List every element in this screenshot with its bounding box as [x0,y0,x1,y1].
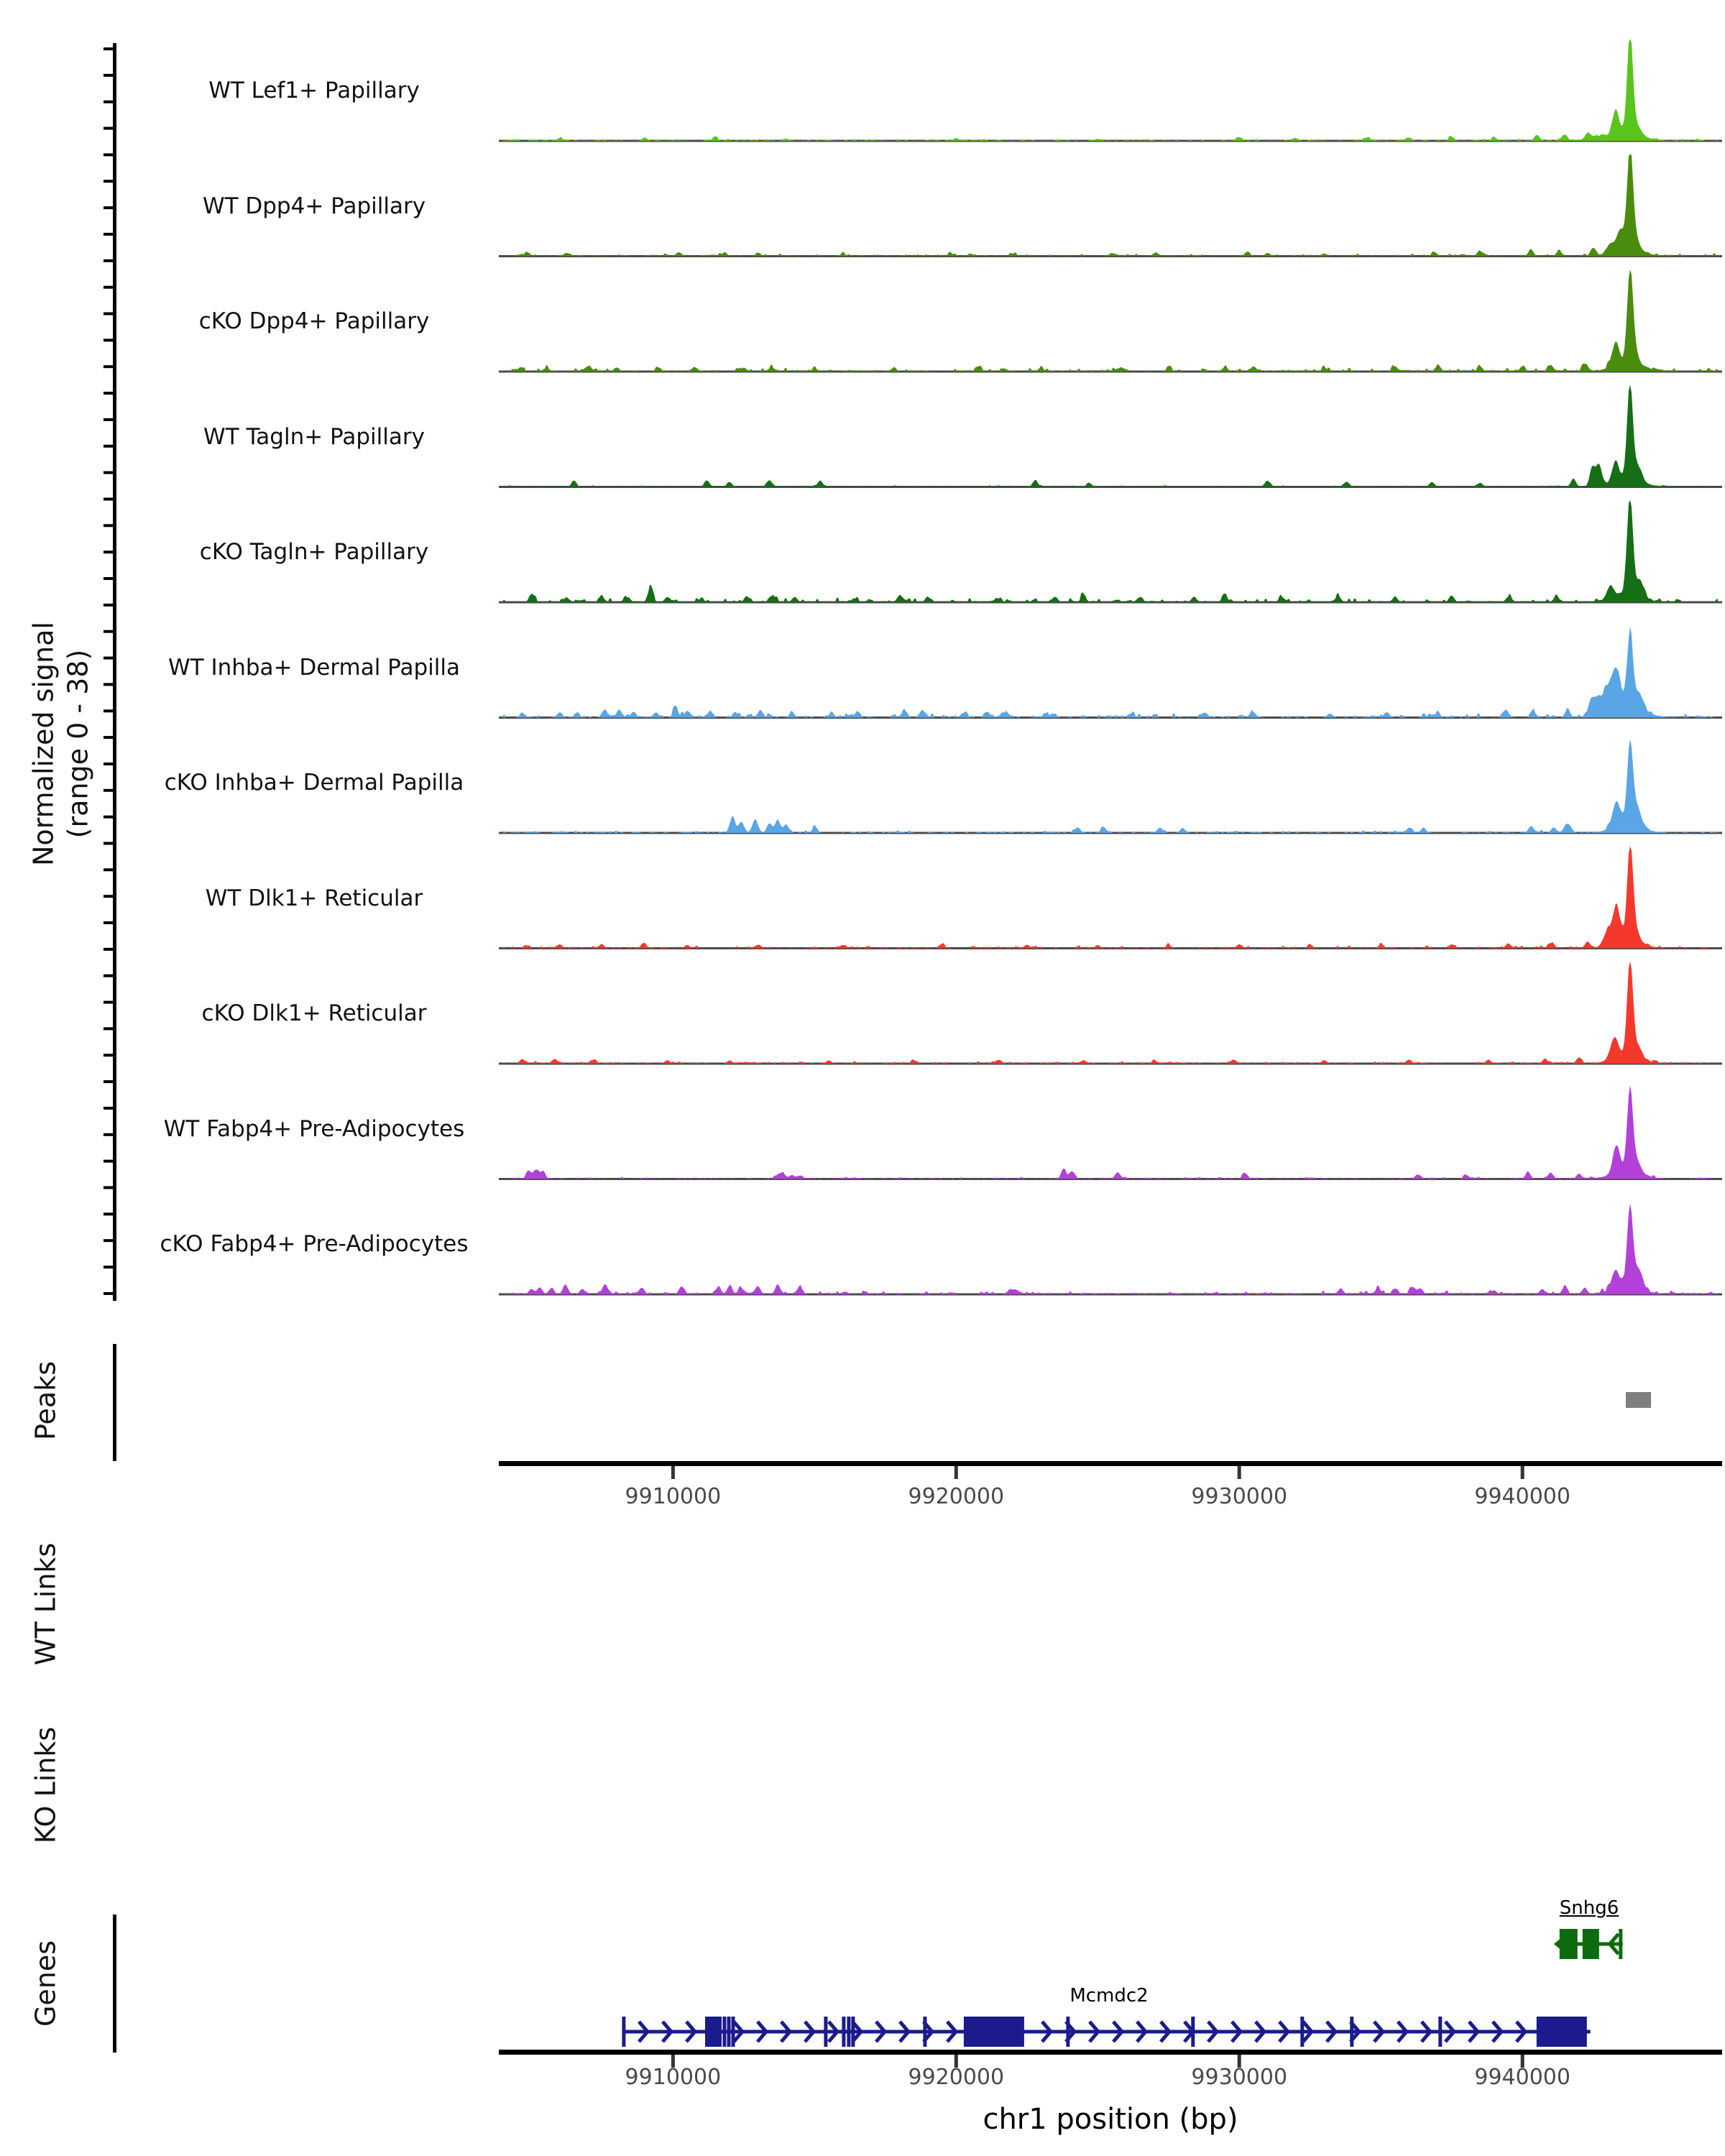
y-axis-tick [104,1239,113,1242]
gene-exon-bar [923,2017,926,2047]
y-axis-tick [104,789,113,792]
y-axis-tick [104,1001,113,1004]
y-axis-tick [104,338,113,341]
y-axis-tick [104,577,113,580]
gene-name-label: Mcmdc2 [1070,1985,1149,2007]
x-tick-label: 9940000 [1474,2065,1570,2090]
gene-exon-bar [722,2017,726,2047]
y-axis-tick [104,1027,113,1030]
signal-area [503,39,1718,141]
gene-exon-bar [851,2017,855,2047]
track-label: WT Tagln+ Papillary [203,423,425,450]
signal-area [503,500,1718,602]
y-axis-tick [104,233,113,236]
gene-exon-bar [622,2017,625,2047]
y-axis-tick [104,47,113,50]
x-tick-label: 9920000 [908,1484,1005,1509]
track-label: cKO Inhba+ Dermal Papilla [164,770,464,796]
y-axis-tick [104,1266,113,1268]
y-axis-tick [104,842,113,845]
y-axis-tick [104,286,113,289]
gene-exon-bar [727,2017,731,2047]
y-axis-tick [104,657,113,660]
y-axis-tick [104,630,113,633]
x-axis-tick [1238,1466,1241,1479]
track-label: cKO Dlk1+ Reticular [201,1000,427,1026]
x-axis-tick [671,1466,675,1479]
y-axis-tick [104,180,113,183]
y-axis-tick [104,259,113,262]
y-axis-tick [104,975,113,977]
y-axis-tick [104,392,113,395]
y-axis-tick [104,127,113,130]
y-axis-label [27,622,96,866]
x-tick-label: 9910000 [625,2065,722,2090]
gene-exon-box [705,2017,722,2047]
x-axis-title: chr1 position (bp) [983,2103,1238,2136]
y-axis-tick [104,1160,113,1163]
gene-body-line [624,2030,1591,2034]
y-axis-tick [104,524,113,527]
y-axis-tick [104,604,113,607]
x-axis-tick [1521,1466,1524,1479]
gene-exon-box [964,2017,1024,2047]
gene-exon-box [1583,1929,1599,1959]
x-tick-label: 9910000 [625,1484,722,1509]
y-axis-tick [104,313,113,315]
gene-exon-bar [824,2017,827,2047]
y-axis-bar [113,43,116,1301]
y-axis-tick [104,683,113,686]
gene-exon-bar [1300,2017,1304,2047]
y-axis-tick [104,1107,113,1110]
y-axis-tick [104,1080,113,1083]
gene-exon-bar [1066,2017,1070,2047]
y-axis-tick [104,471,113,474]
y-axis-tick [104,1054,113,1056]
gene-exon-box [1560,1929,1578,1959]
genes-axis-bar [113,1915,116,2053]
peaks-axis-bar [113,1344,116,1461]
y-axis-tick [104,445,113,448]
gene-exon-bar [732,2017,735,2047]
y-axis-tick [104,365,113,368]
gene-exon-bar [1438,2017,1442,2047]
y-axis-tick [104,1292,113,1295]
gene-name-label: Snhg6 [1559,1897,1619,1919]
signal-area [503,962,1718,1064]
y-axis-tick [104,153,113,156]
track-label: cKO Tagln+ Papillary [199,539,429,565]
row-label-ko-links: KO Links [29,1726,62,1844]
y-axis-tick [104,921,113,924]
signal-area [503,270,1718,372]
y-axis-tick [104,763,113,765]
gene-exon-bar [847,2017,850,2047]
gene-exon-bar [1191,2017,1195,2047]
y-axis-label-line2: (range 0 - 38) [62,649,93,839]
gene-exon-bar [1619,1929,1622,1959]
x-axis-tick [954,1466,958,1479]
x-tick-label: 9920000 [908,2065,1005,2090]
y-axis-tick [104,498,113,501]
track-label: WT Fabp4+ Pre-Adipocytes [163,1115,465,1142]
y-axis-tick [104,74,113,77]
y-axis-label-line1: Normalized signal [27,622,60,866]
track-label: WT Lef1+ Papillary [208,78,420,103]
signal-area [503,1085,1718,1179]
peaks-x-axis-line [499,1461,1722,1466]
signal-area [503,1203,1718,1294]
x-tick-label: 9930000 [1191,1484,1288,1509]
row-label-wt-links: WT Links [29,1542,62,1666]
gene-exon-bar [1350,2017,1353,2047]
track-label: WT Dlk1+ Reticular [205,885,423,911]
y-axis-tick [104,1187,113,1189]
y-axis-tick [104,1133,113,1136]
x-tick-label: 9930000 [1191,2065,1288,2090]
track-label: WT Inhba+ Dermal Papilla [168,654,460,681]
y-axis-tick [104,736,113,739]
peak-interval-box [1626,1392,1651,1408]
signal-area [503,626,1718,718]
track-label: WT Dpp4+ Papillary [202,193,426,219]
signal-area [503,739,1718,833]
y-axis-tick [104,1212,113,1215]
row-label-peaks: Peaks [29,1360,62,1441]
y-axis-tick [104,101,113,103]
y-axis-tick [104,418,113,421]
signal-area [503,154,1718,256]
y-axis-tick [104,868,113,871]
y-axis-tick [104,206,113,209]
y-axis-tick [104,709,113,712]
y-axis-tick [104,816,113,819]
genes-x-axis-line [499,2050,1722,2055]
gene-exon-bar [842,2017,845,2047]
y-axis-tick [104,550,113,553]
signal-area [503,846,1718,948]
signal-area [503,384,1718,487]
row-label-genes: Genes [29,1940,62,2027]
track-label: cKO Fabp4+ Pre-Adipocytes [160,1231,469,1257]
gene-exon-box [1537,2017,1587,2047]
x-tick-label: 9940000 [1474,1484,1570,1509]
y-axis-tick [104,948,113,951]
track-label: cKO Dpp4+ Papillary [198,308,430,334]
y-axis-tick [104,895,113,898]
